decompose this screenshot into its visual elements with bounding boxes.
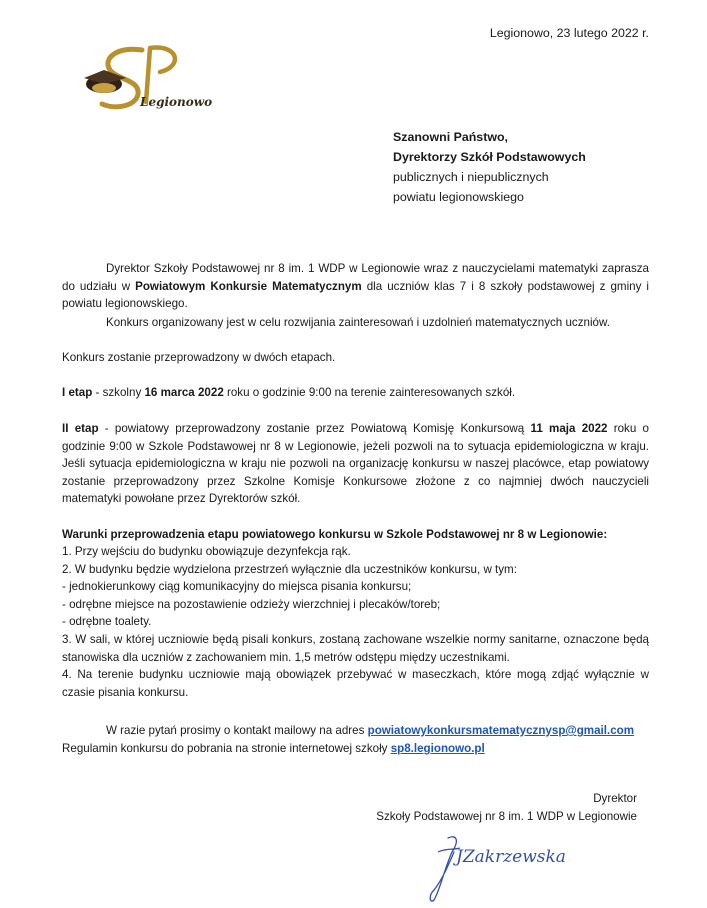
address-salutation: Szanowni Państwo, bbox=[393, 130, 508, 144]
signature-block bbox=[376, 790, 637, 825]
place-date: Legionowo, 23 lutego 2022 r. bbox=[489, 26, 649, 40]
list-item: 4. Na terenie budynku uczniowie mają obowiązek przebywać w maseczkach, które mogą zdjąć wyłącznie w czasie pisania konkursu. bbox=[62, 668, 649, 699]
list-item: - jednokierunkowy ciąg komunikacyjny do miejsca pisania konkursu; bbox=[62, 580, 412, 594]
website-link[interactable]: sp8.legionowo.pl bbox=[390, 742, 485, 755]
list-item: - odrębne toalety. bbox=[62, 615, 152, 629]
paragraph-stage-2: II etap - powiatowy przeprowadzony zostanie przez Powiatową Komisję Konkursową 11 maja 2022 roku o godzinie 9:00 w Szkole Podstawowej nr 8 w Legionowie, jeżeli pozwoli na to sytuacja epidemiologiczna w kraju. Jeśli sytuacja epidemiologiczna w kraju nie pozwoli na organizację konkursu w naszej placówce, etap powiatowy zostanie przeprowadzony przez Szkolne Komisje Konkursowe złożone z co najmniej dwóch nauczycieli matematyki powołane przez Dyrektorów szkół. bbox=[62, 422, 650, 505]
paragraph-purpose: Konkurs organizowany jest w celu rozwijania zainteresowań i uzdolnień matematycznych uczniów. bbox=[106, 316, 610, 329]
address-region: powiatu legionowskiego bbox=[393, 190, 524, 204]
email-link[interactable]: powiatowykonkursmatematycznysp@gmail.com bbox=[367, 724, 635, 737]
regulations-line: Regulamin konkursu do pobrania na stronie internetowej szkoły sp8.legionowo.pl bbox=[62, 742, 485, 755]
conditions-heading: Warunki przeprowadzenia etapu powiatowego konkursu w Szkole Podstawowej nr 8 w Legionowie: bbox=[62, 528, 608, 541]
list-item: 1. Przy wejściu do budynku obowiązuje dezynfekcja rąk. bbox=[62, 545, 351, 558]
signature-school: Szkoły Podstawowej nr 8 im. 1 WDP w Legionowie bbox=[376, 809, 637, 823]
contact-line: W razie pytań prosimy o kontakt mailowy na adres powiatowykonkursmatematycznysp@gmail.com bbox=[106, 724, 635, 737]
list-item: - odrębne miejsce na pozostawienie odzieży wierzchniej i plecaków/toreb; bbox=[62, 597, 441, 611]
conditions-list bbox=[62, 543, 649, 701]
handwritten-signature bbox=[426, 830, 566, 904]
paragraph-invitation: Dyrektor Szkoły Podstawowej nr 8 im. 1 WDP w Legionowie wraz z nauczycielami matematyki zaprasza do udziału w Powiatowym Konkursie Matematycznym dla uczniów klas 7 i 8 szkoły podstawowej z gminy i powiatu legionowskiego. bbox=[62, 262, 649, 310]
address-recipients-type: publicznych i niepublicznych bbox=[393, 170, 549, 184]
signature-title: Dyrektor bbox=[593, 792, 637, 805]
signature-text: JZakrzewska bbox=[456, 847, 566, 867]
paragraph-stages-intro: Konkurs zostanie przeprowadzony w dwóch etapach. bbox=[62, 351, 336, 364]
logo-wordmark: Legionowo bbox=[140, 95, 212, 109]
recipient-address bbox=[393, 127, 586, 207]
paragraph-stage-1: I etap - szkolny 16 marca 2022 roku o godzinie 9:00 na terenie zainteresowanych szkół. bbox=[62, 386, 516, 399]
list-item: 3. W sali, w której uczniowie będą pisali konkurs, zostaną zachowane wszelkie normy sanitarne, oznaczone będą stanowiska dla uczniów z zachowaniem min. 1,5 metrów odstępu między uczestnikami. bbox=[62, 632, 649, 664]
school-logo bbox=[80, 44, 212, 114]
list-item: 2. W budynku będzie wydzielona przestrzeń wyłącznie dla uczestników konkursu, w tym: bbox=[62, 562, 517, 576]
address-recipients: Dyrektorzy Szkół Podstawowych bbox=[393, 150, 586, 164]
